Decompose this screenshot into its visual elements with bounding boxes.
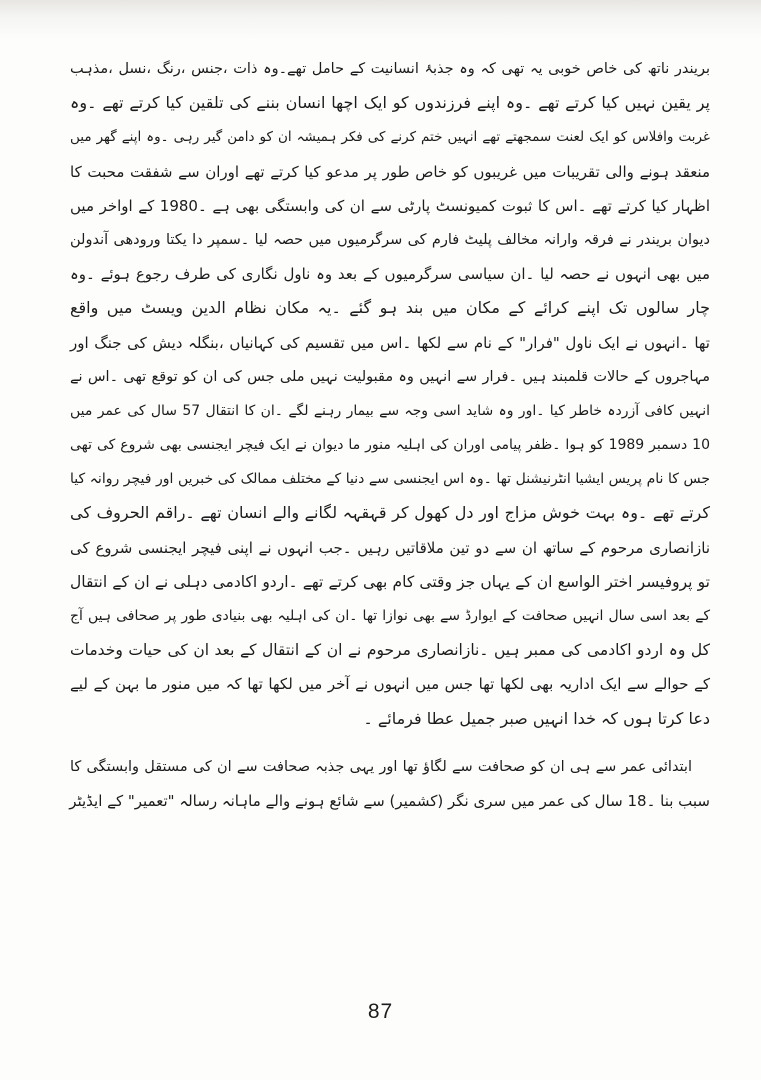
text-line: منعقد ہونے والی تقریبات میں غریبوں کو خاص طور پر مدعو کیا کرتے تھے اوران سے شفقت محبت کا (70, 162, 710, 181)
paragraph-gap (70, 736, 710, 750)
text-line: پر یقین نہیں کیا کرتے تھے ۔وہ اپنے فرزندوں کو ایک اچھا انسان بننے کی تلقین کیا کرتے تھے ۔وہ (70, 93, 710, 113)
text-line: کرتے تھے ۔وہ بہت خوش مزاج اور دل کھول کر قہقہہ لگانے والے انسان تھے ۔راقم الحروف کی (70, 503, 710, 523)
page-top-shadow (0, 0, 761, 40)
text-line: انہیں کافی آزردہ خاطر کیا ۔اور وہ شاید اسی وجہ سے بیمار رہنے لگے ۔ان کا انتقال 57 سال کی عمر میں (70, 402, 710, 419)
text-line: چار سالوں تک اپنے کرائے کے مکان میں بند ہو گئے ۔یہ مکان نظام الدین ویسٹ میں واقع (70, 298, 710, 318)
text-line: کے بعد اسی سال انہیں صحافت کے ایوارڈ سے بھی نوازا تھا ۔ان کی اہلیہ بھی بنیادی طور پر صحافی ہیں آج (70, 608, 710, 624)
text-line: بریندر ناتھ کی خاص خوبی یہ تھی کہ وہ جذبۂ انسانیت کے حامل تھے۔وہ ذات ،جنس ،رنگ ،نسل ،مذہب (70, 61, 710, 77)
text-line: مہاجروں کے حالات قلمبند ہیں ۔فرار سے انہیں وہ مقبولیت نہیں ملی جس کی ان کو توقع تھی ۔اس نے (70, 368, 710, 385)
text-line: غربت وافلاس کو ایک لعنت سمجھتے تھے انہیں ختم کرنے کی فکر ہمیشہ ان کو دامن گیر رہی ۔وہ اپنے گھر میں (70, 129, 710, 146)
text-line: تو پروفیسر اختر الواسع ان کے یہاں جز وقتی کام بھی کرتے تھے ۔اردو اکادمی دہلی نے ان کے انتقال (70, 572, 710, 591)
text-line: ابتدائی عمر سے ہی ان کو صحافت سے لگاؤ تھا اور یہی جذبہ صحافت سے ان کی مستقل وابستگی کا (70, 758, 692, 775)
text-line: اظہار کیا کرتے تھے ۔اس کا ثبوت کمیونسٹ پارٹی سے ان کی وابستگی بھی ہے ۔1980 کے اواخر میں (70, 196, 710, 215)
text-line: میں بھی انہوں نے حصہ لیا ۔ان سیاسی سرگرمیوں کے بعد وہ ناول نگاری کی طرف رجوع ہوئے ۔وہ (70, 265, 710, 284)
text-line: جس کا نام پریس ایشیا انٹرنیشنل تھا ۔وہ اس ایجنسی سے دنیا کے مختلف ممالک کی خبریں اور فیچر روانہ کیا (70, 471, 710, 488)
page-number: 87 (367, 1000, 394, 1023)
text-line: کل وہ اردو اکادمی کی ممبر ہیں ۔نازانصاری مرحوم نے ان کے انتقال کے بعد ان کی حیات وخدمات (70, 641, 710, 660)
urdu-text-body (70, 52, 710, 818)
text-line: سبب بنا ۔18 سال کی عمر میں سری نگر (کشمیر) سے شائع ہونے والے ماہانہ رسالہ "تعمیر" کے ایڈیٹر (69, 791, 710, 810)
text-line: نازانصاری مرحوم کے ساتھ ان سے دو تین ملاقاتیں رہیں ۔جب انہوں نے اپنی فیچر ایجنسی شروع کی (70, 538, 710, 557)
text-line: 10 دسمبر 1989 کو ہوا ۔ظفر پیامی اوران کی اہلیہ منور ما دیوان نے ایک فیچر ایجنسی بھی شروع کی تھی (70, 437, 710, 454)
text-line: دیوان بریندر نے فرقہ وارانہ مخالف پلیٹ فارم کی سرگرمیوں میں حصہ لیا ۔سمپر دا یکتا ورودھی آندولن (70, 231, 710, 248)
text-line-last: دعا کرتا ہوں کہ خدا انہیں صبر جمیل عطا فرمائے ۔ (363, 708, 710, 728)
text-line: کے حوالے سے ایک اداریہ بھی لکھا تھا جس میں انہوں نے آخر میں لکھا تھا کہ میں منور ما بہن کے لیے (70, 675, 710, 694)
text-line: تھا ۔انہوں نے ایک ناول "فرار" کے نام سے لکھا ۔اس میں تقسیم کی کہانیاں ،بنگلہ دیش کی جنگ اور (70, 333, 710, 352)
